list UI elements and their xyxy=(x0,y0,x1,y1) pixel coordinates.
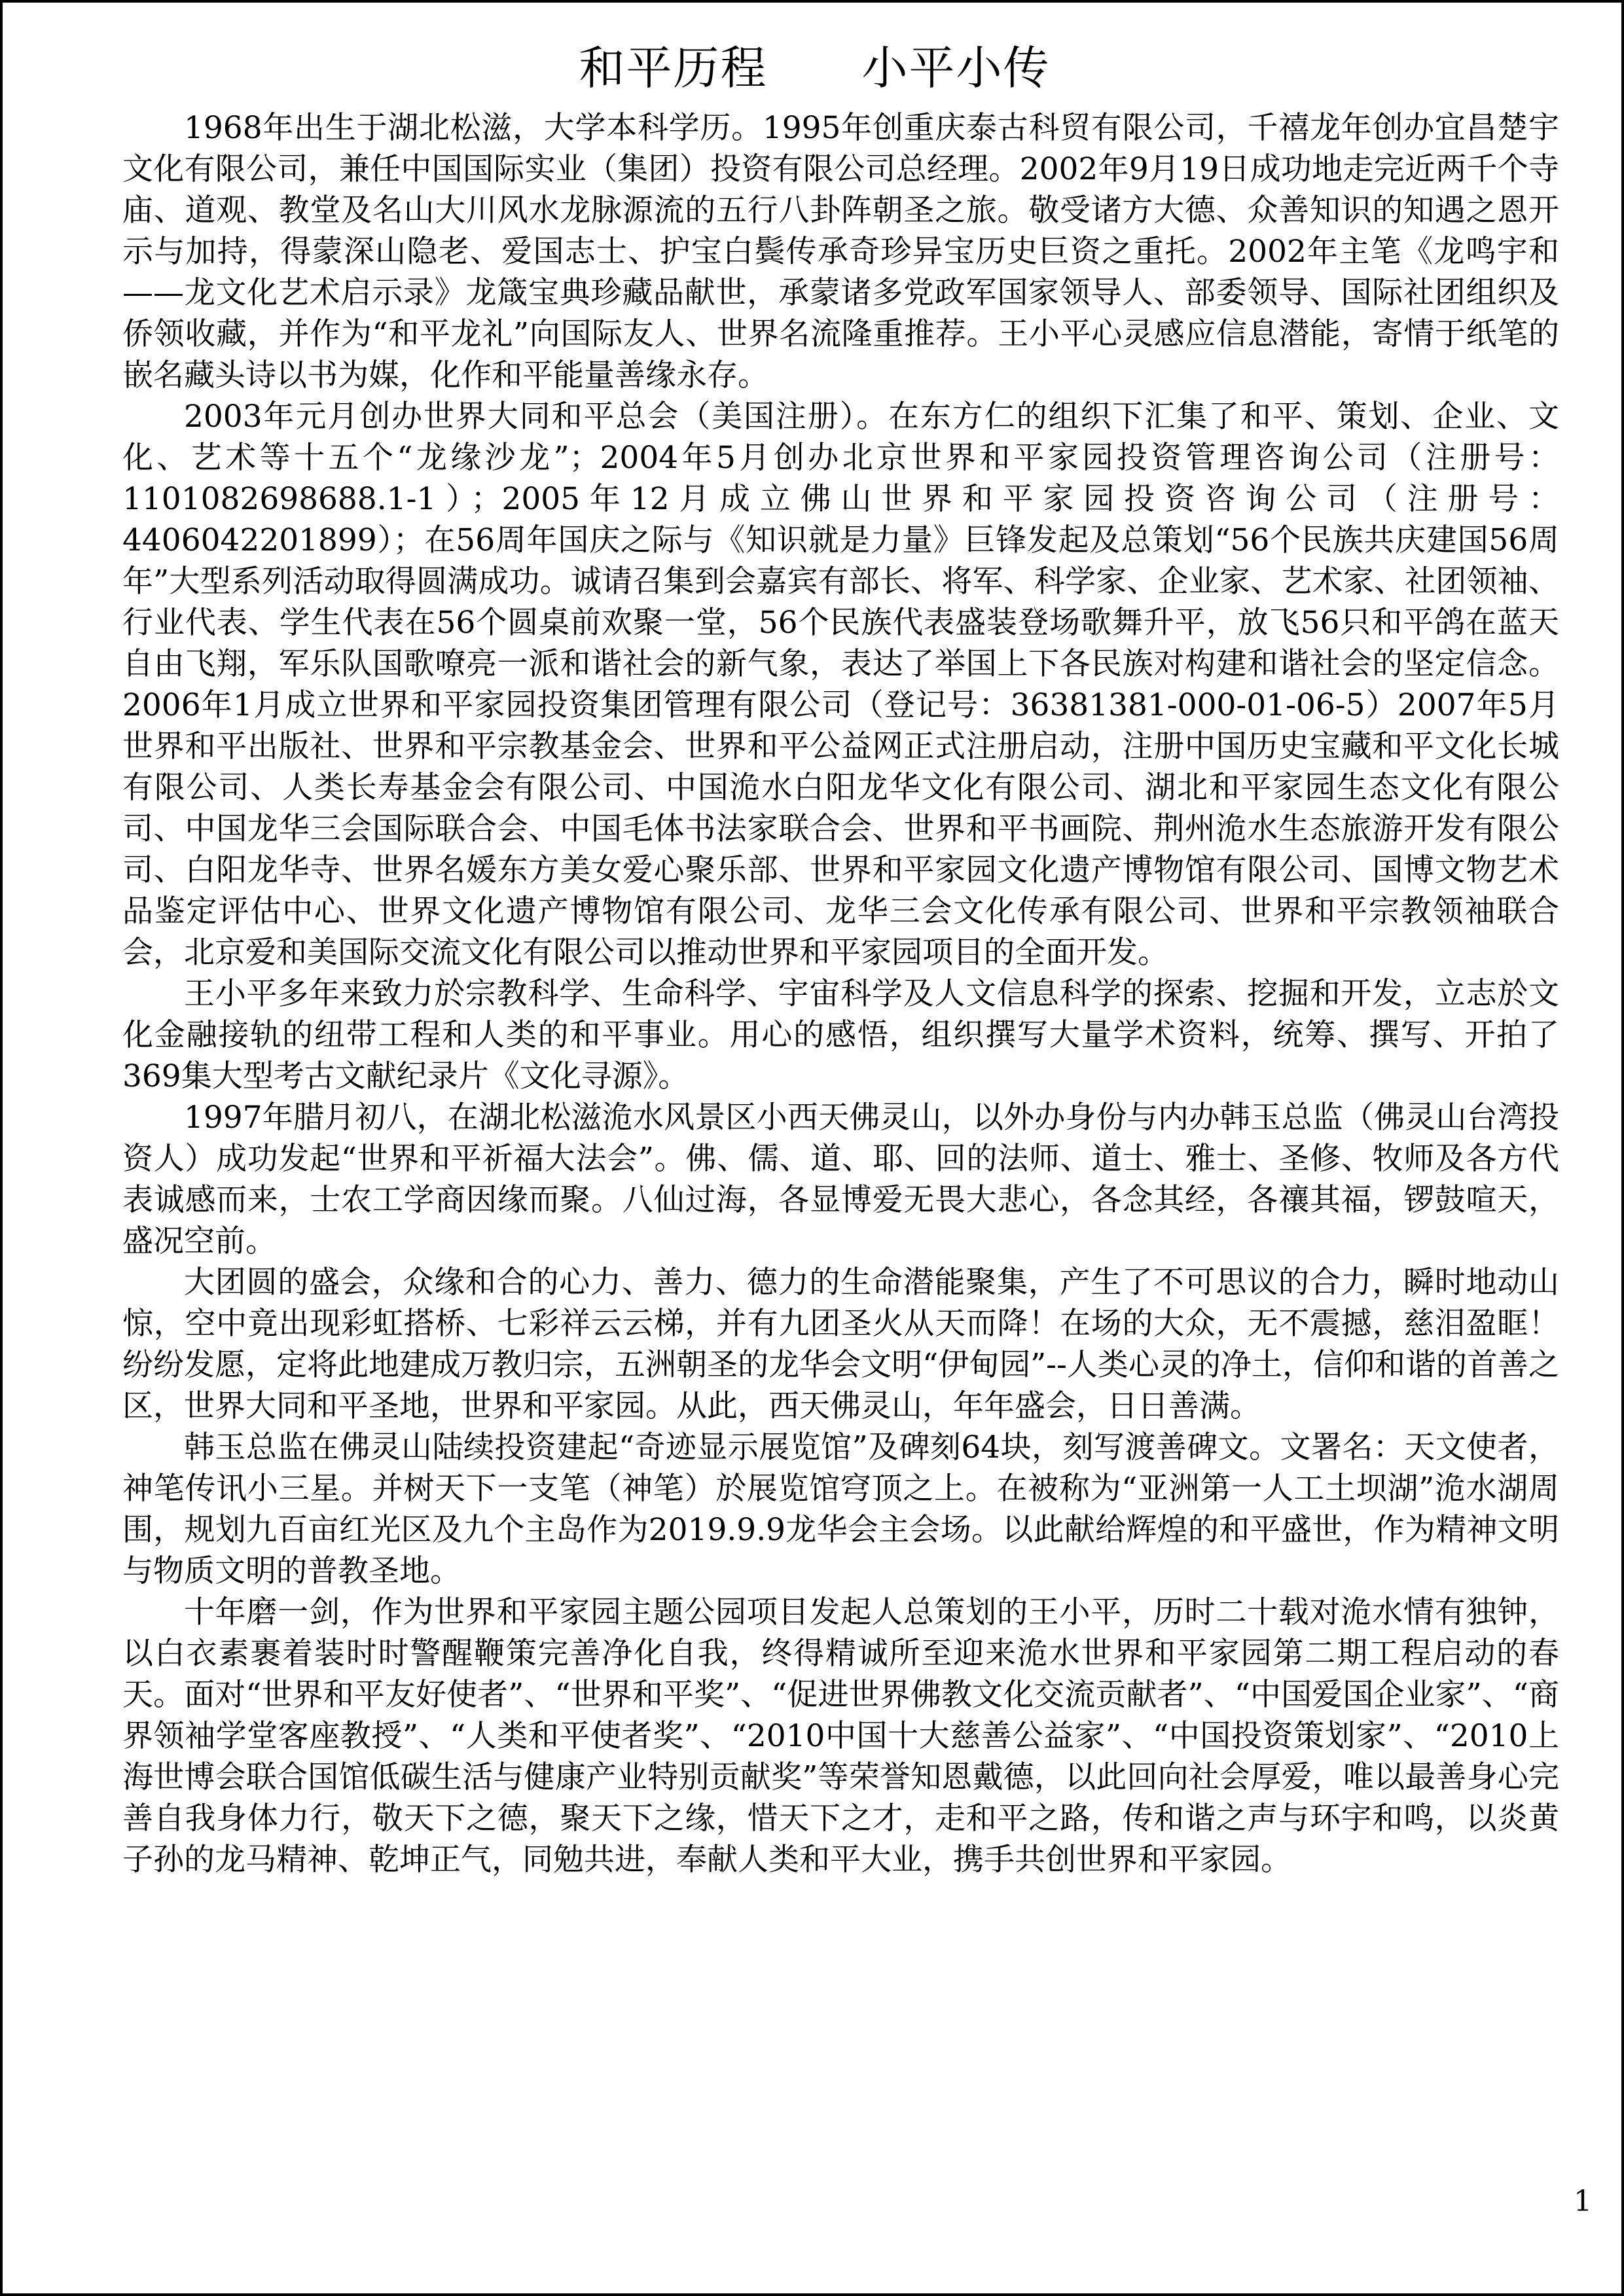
paragraph-grand-reunion: 大团圆的盛会，众缘和合的心力、善力、德力的生命潜能聚集，产生了不可思议的合力，瞬时地动山惊，空中竟出现彩虹搭桥、七彩祥云云梯，并有九团圣火从天而降！在场的大众，无不震撼，慈泪盈眶！纷纷发愿，定将此地建成万教归宗，五洲朝圣的龙华会文明“伊甸园”--人类心灵的净土，信仰和谐的首善之区，世界大同和平圣地，世界和平家园。从此，西天佛灵山，年年盛会，日日善满。 xyxy=(122,1265,1559,1424)
page-title: 和平历程 小平小传 xyxy=(579,41,1051,95)
paragraph-research: 王小平多年来致力於宗教科学、生命科学、宇宙科学及人文信息科学的探索、挖掘和开发，立志於文化金融接轨的纽带工程和人类的和平事业。用心的感悟，组织撰写大量学术资料，统筹、撰写、开拍了369集大型考古文献纪录片《文化寻源》。 xyxy=(122,976,1559,1094)
paragraph-honors: 十年磨一剑，作为世界和平家园主题公园项目发起人总策划的王小平，历时二十载对洈水情有独钟，以白衣素裹着装时时警醒鞭策完善净化自我，终得精诚所至迎来洈水世界和平家园第二期工程启动的春天。面对“世界和平友好使者”、“世界和平奖”、“促进世界佛教文化交流贡献者”、“中国爱国企业家”、“商界领袖学堂客座教授”、“人类和平使者奖”、“2010中国十大慈善公益家”、“中国投资策划家”、“2010上海世博会联合国馆低碳生活与健康产业特别贡献奖”等荣誉知恩戴德，以此回向社会厚爱，唯以最善身心完善自我身体力行，敬天下之德，聚天下之缘，惜天下之才，走和平之路，传和谐之声与环宇和鸣，以炎黄子孙的龙马精神、乾坤正气，同勉共进，奉献人类和平大业，携手共创世界和平家园。 xyxy=(122,1594,1559,1878)
document-body xyxy=(122,107,1559,1880)
paragraph-prayer-assembly: 1997年腊月初八，在湖北松滋洈水风景区小西天佛灵山，以外办身份与内办韩玉总监（佛灵山台湾投资人）成功发起“世界和平祈福大法会”。佛、儒、道、耶、回的法师、道士、雅士、圣修、牧师及各方代表诚感而来，士农工学商因缘而聚。八仙过海，各显博爱无畏大悲心，各念其经，各禳其福，锣鼓喧天，盛况空前。 xyxy=(122,1100,1559,1259)
page-number: 1 xyxy=(1574,2185,1592,2218)
paragraph-organizations: 2003年元月创办世界大同和平总会（美国注册）。在东方仁的组织下汇集了和平、策划、企业、文化、艺术等十五个“龙缘沙龙”；2004年5月创办北京世界和平家园投资管理咨询公司（注册号：1101082698688.1-1）；2005年12月成立佛山世界和平家园投资咨询公司（注册号：4406042201899）；在56周年国庆之际与《知识就是力量》巨锋发起及总策划“56个民族共庆建国56周年”大型系列活动取得圆满成功。诚请召集到会嘉宾有部长、将军、科学家、企业家、艺术家、社团领袖、行业代表、学生代表在56个圆桌前欢聚一堂，56个民族代表盛装登场歌舞升平，放飞56只和平鸽在蓝天自由飞翔，军乐队国歌嘹亮一派和谐社会的新气象，表达了举国上下各民族对构建和谐社会的坚定信念。2006年1月成立世界和平家园投资集团管理有限公司（登记号：36381381-000-01-06-5）2007年5月世界和平出版社、世界和平宗教基金会、世界和平公益网正式注册启动，注册中国历史宝藏和平文化长城有限公司、人类长寿基金会有限公司、中国洈水白阳龙华文化有限公司、湖北和平家园生态文化有限公司、中国龙华三会国际联合会、中国毛体书法家联合会、世界和平书画院、荆州洈水生态旅游开发有限公司、白阳龙华寺、世界名媛东方美女爱心聚乐部、世界和平家园文化遗产博物馆有限公司、国博文物艺术品鉴定评估中心、世界文化遗产博物馆有限公司、龙华三会文化传承有限公司、世界和平宗教领袖联合会，北京爱和美国际交流文化有限公司以推动世界和平家园项目的全面开发。 xyxy=(122,399,1559,971)
paragraph-early-career: 1968年出生于湖北松滋，大学本科学历。1995年创重庆泰古科贸有限公司，千禧龙年创办宜昌楚宇文化有限公司，兼任中国国际实业（集团）投资有限公司总经理。2002年9月19日成功地走完近两千个寺庙、道观、教堂及名山大川风水龙脉源流的五行八卦阵朝圣之旅。敬受诸方大德、众善知识的知遇之恩开示与加持，得蒙深山隐老、爱国志士、护宝白鬓传承奇珍异宝历史巨资之重托。2002年主笔《龙鸣宇和——龙文化艺术启示录》龙箴宝典珍藏品献世，承蒙诸多党政军国家领导人、部委领导、国际社团组织及侨领收藏，并作为“和平龙礼”向国际友人、世界名流隆重推荐。王小平心灵感应信息潜能，寄情于纸笔的嵌名藏头诗以书为媒，化作和平能量善缘永存。 xyxy=(122,110,1559,393)
paragraph-exhibition-hall: 韩玉总监在佛灵山陆续投资建起“奇迹显示展览馆”及碑刻64块，刻写渡善碑文。文署名：天文使者，神笔传讯小三星。并树天下一支笔（神笔）於展览馆穹顶之上。在被称为“亚洲第一人工土坝湖”洈水湖周围，规划九百亩红光区及九个主岛作为2019.9.9龙华会主会场。以此献给辉煌的和平盛世，作为精神文明与物质文明的普教圣地。 xyxy=(122,1429,1559,1589)
